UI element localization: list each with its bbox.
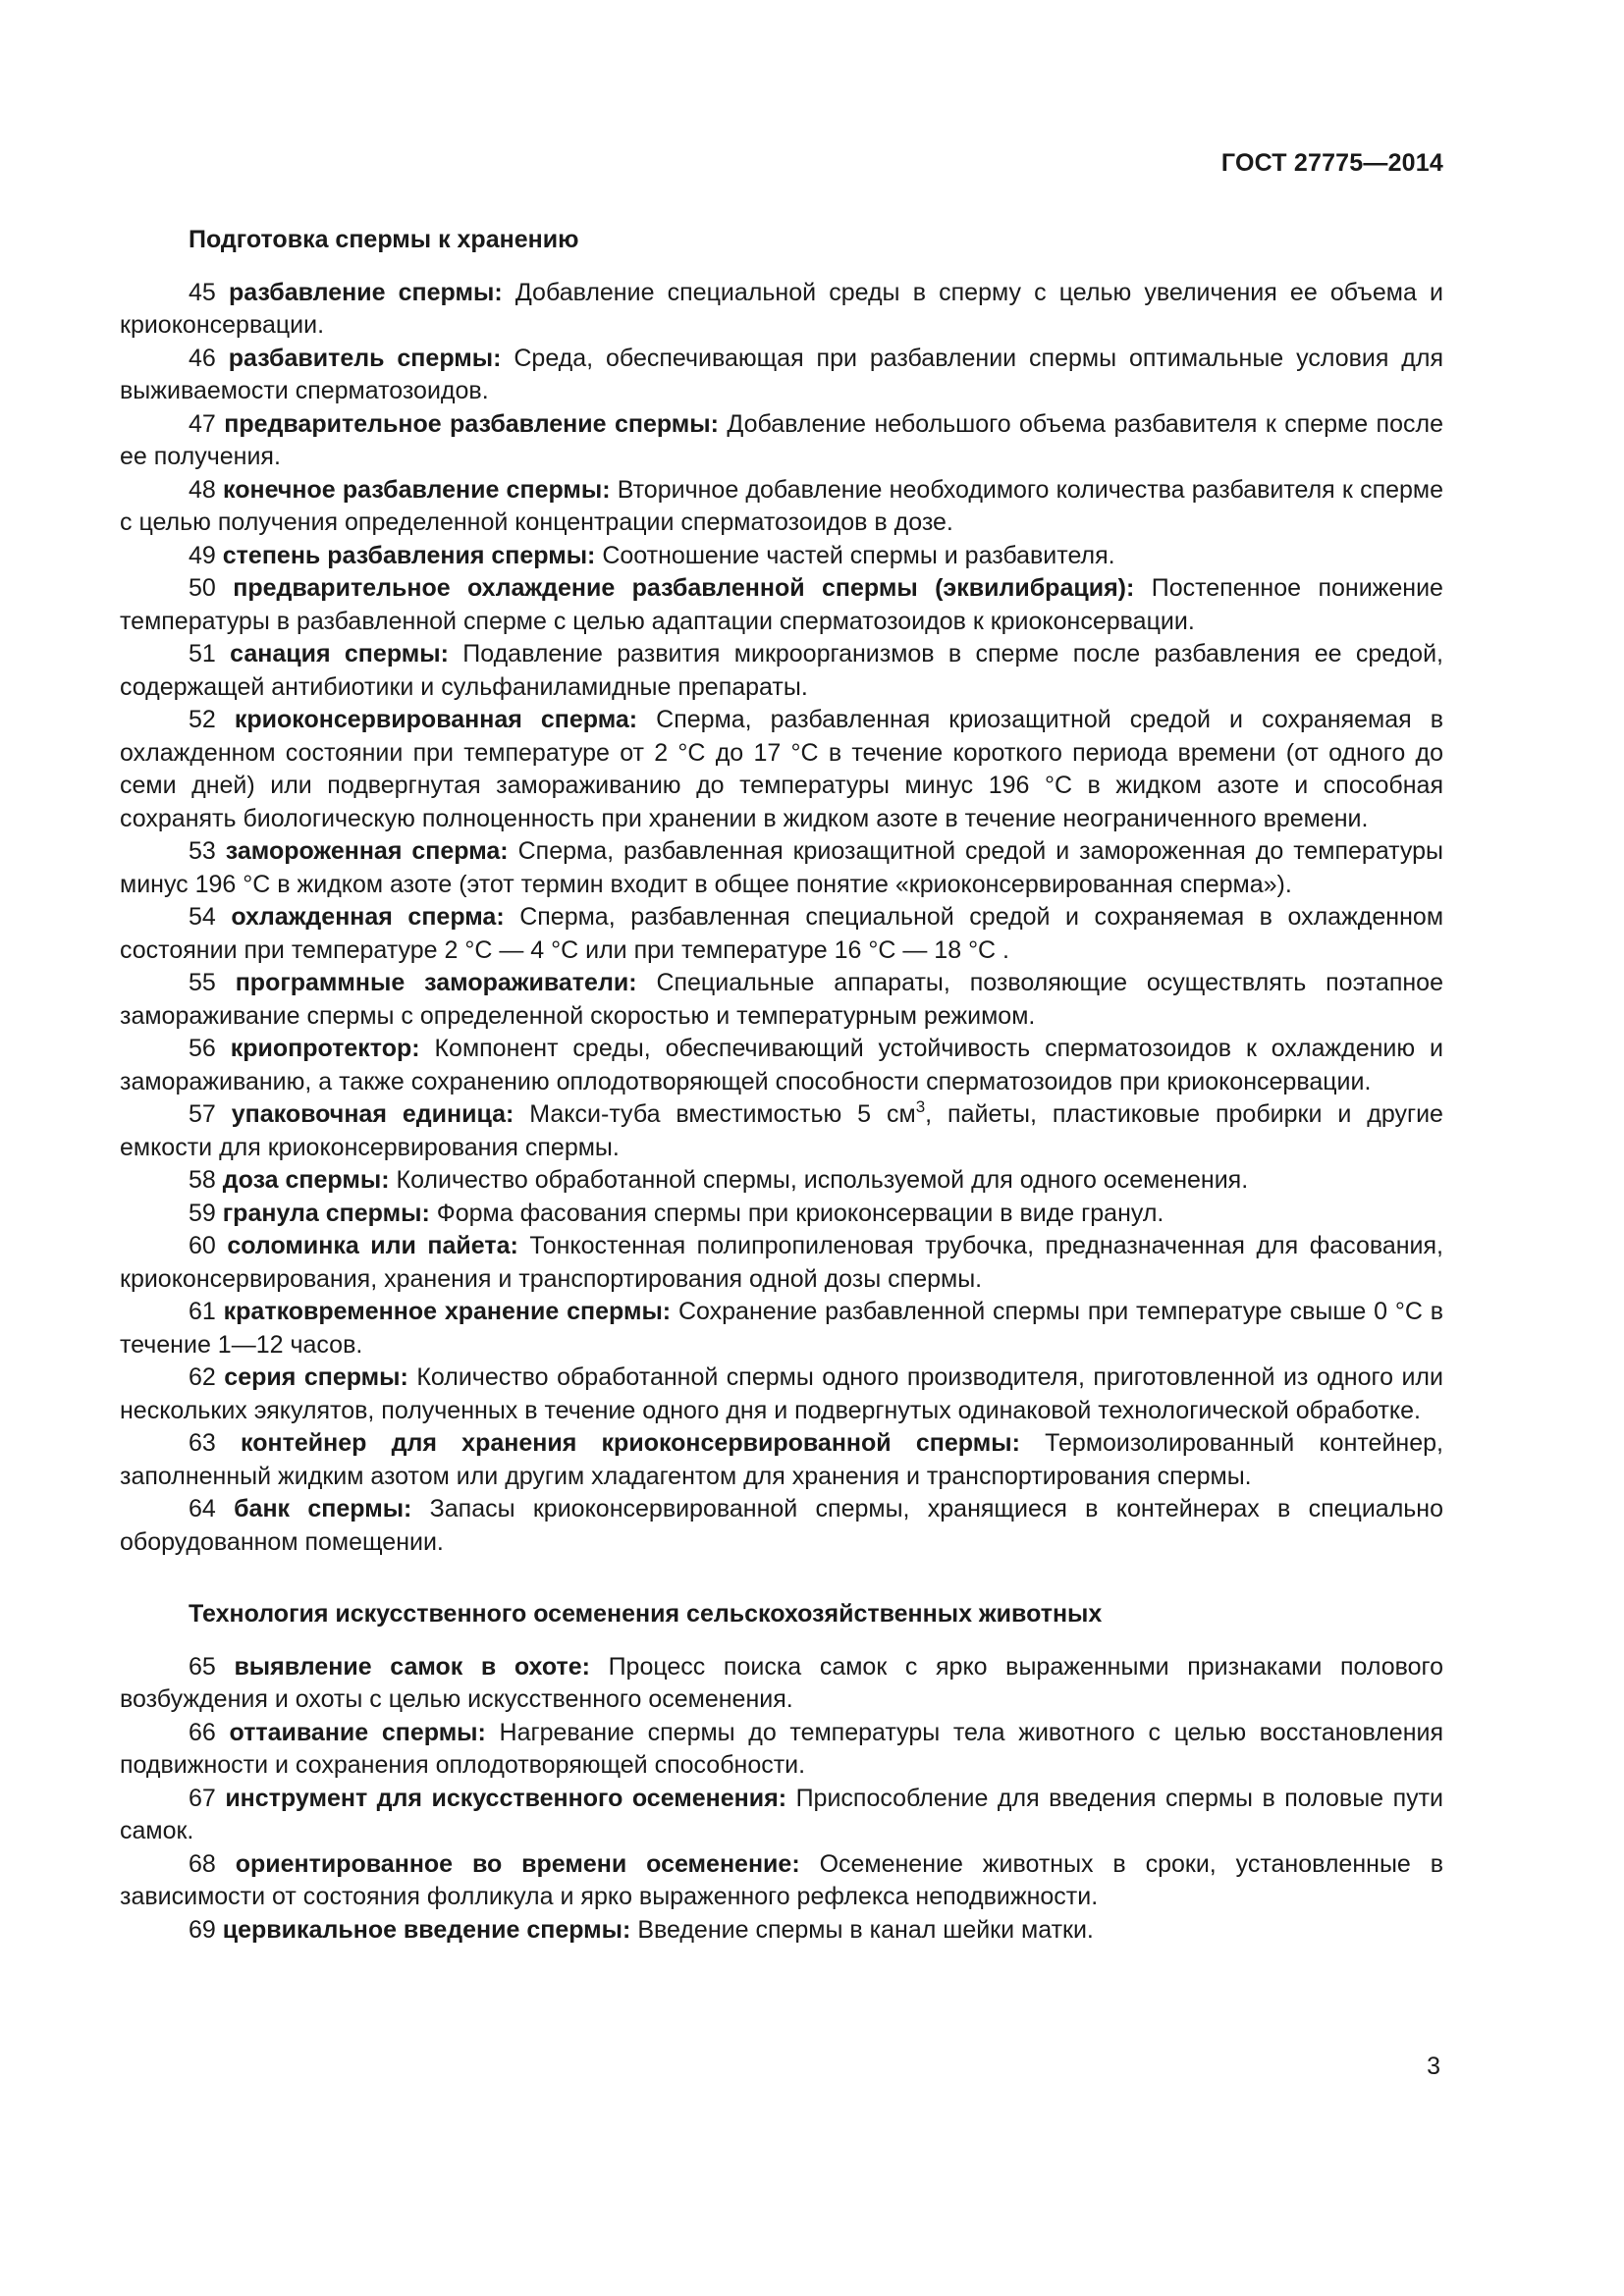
term-name: оттаивание спермы: [229, 1718, 486, 1746]
term-name: конечное разбавление спермы: [223, 475, 611, 504]
term-entry [120, 1164, 1443, 1198]
term-number: 49 [189, 541, 216, 569]
superscript: 3 [915, 1097, 926, 1116]
term-entry [120, 1198, 1443, 1231]
term-name: замороженная сперма: [225, 837, 509, 865]
section-title-insemination-technology: Технология искусственного осеменения сельскохозяйственных животных [189, 1600, 1103, 1628]
term-name: цервикальное введение спермы: [222, 1915, 631, 1944]
term-definition: Подавление развития микроорганизмов в сперме после разбавления ее средой, содержащей антибиотики и сульфаниламидные препараты. [120, 640, 1443, 701]
term-definition: Сохранение разбавленной спермы при температуре свыше 0 °С в течение 1—12 часов. [120, 1298, 1443, 1359]
term-definition: Вторичное добавление необходимого количества разбавителя к сперме с целью получения определенной концентрации сперматозоидов в дозе. [120, 475, 1444, 536]
term-name: программные замораживатели: [235, 969, 637, 996]
term-definition: Соотношение частей спермы и разбавителя. [602, 541, 1115, 569]
term-definition: Приспособление для введения спермы в половые пути самок. [120, 1784, 1444, 1844]
term-number: 69 [189, 1915, 216, 1944]
term-number: 46 [189, 344, 216, 372]
term-name: криопротектор: [230, 1035, 420, 1062]
term-name: банк спермы: [234, 1495, 412, 1522]
term-name: предварительное разбавление спермы: [224, 409, 719, 438]
term-definition: Постепенное понижение температуры в разбавленной сперме с целью адаптации сперматозоидов к криоконсервации. [120, 574, 1443, 635]
term-entry [120, 1651, 1443, 1717]
term-number: 60 [189, 1232, 216, 1259]
term-entry [120, 474, 1443, 540]
term-entry [120, 1296, 1443, 1362]
term-name: соломинка или пайета: [227, 1232, 518, 1259]
term-name: ориентированное во времени осеменение: [235, 1849, 800, 1878]
term-definition: Добавление небольшого объема разбавителя к сперме после ее получения. [120, 409, 1443, 470]
term-number: 48 [189, 475, 216, 504]
term-number: 59 [189, 1199, 216, 1227]
term-entry [120, 540, 1443, 573]
term-number: 57 [189, 1100, 216, 1128]
term-number: 52 [189, 706, 216, 733]
term-definition: Количество обработанной спермы одного производителя, приготовленной из одного или нескольких эякулятов, полученных в течение одного дня и подвергнутых одинаковой технологической обработке. [120, 1363, 1443, 1424]
term-definition-part: Макси-туба вместимостью 5 см [529, 1100, 916, 1128]
term-number: 45 [189, 278, 216, 306]
term-entry [120, 277, 1443, 343]
term-entry [120, 1230, 1443, 1296]
term-definition: Форма фасования спермы при криоконсервации в виде гранул. [436, 1199, 1164, 1227]
term-definition: Специальные аппараты, позволяющие осуществлять поэтапное замораживание спермы с определенной скоростью и температурным режимом. [120, 969, 1443, 1030]
term-entry [120, 835, 1443, 901]
term-name: степень разбавления спермы: [222, 541, 596, 569]
term-entry [120, 967, 1443, 1033]
term-entry [120, 343, 1443, 408]
section-title-storage-prep: Подготовка спермы к хранению [189, 226, 579, 253]
term-number: 58 [189, 1166, 216, 1194]
term-number: 61 [189, 1298, 216, 1325]
term-entry [120, 572, 1443, 638]
term-name: предварительное охлаждение разбавленной спермы (эквилибрация): [233, 574, 1135, 602]
term-number: 66 [189, 1718, 216, 1746]
term-number: 56 [189, 1035, 216, 1062]
term-definition-part: , пайеты, пластиковые пробирки и другие емкости для криоконсервирования спермы. [120, 1100, 1443, 1161]
term-number: 64 [189, 1495, 216, 1522]
term-name: криоконсервированная сперма: [234, 706, 638, 733]
term-entry [120, 1783, 1443, 1848]
term-entry [120, 1717, 1443, 1783]
term-number: 47 [189, 409, 216, 438]
term-entry [120, 1493, 1443, 1559]
term-definition: Количество обработанной спермы, используемой для одного осеменения. [396, 1166, 1249, 1194]
term-entry [120, 1848, 1443, 1914]
term-definition: Нагревание спермы до температуры тела животного с целью восстановления подвижности и сохранения оплодотворяющей способности. [120, 1718, 1444, 1779]
term-name: серия спермы: [224, 1363, 408, 1391]
term-definition: Введение спермы в канал шейки матки. [637, 1915, 1094, 1944]
term-number: 55 [189, 969, 216, 996]
document-code: ГОСТ 27775—2014 [1220, 149, 1443, 177]
term-entry [120, 1362, 1443, 1427]
term-definition: Запасы криоконсервированной спермы, хранящиеся в контейнерах в специально оборудованном помещении. [120, 1495, 1444, 1556]
term-definition: Компонент среды, обеспечивающий устойчивость сперматозоидов к охлаждению и замораживанию, а также сохранению оплодотворяющей способности сперматозоидов при криоконсервации. [120, 1035, 1443, 1095]
term-entry [120, 1033, 1443, 1098]
term-entry [120, 704, 1443, 835]
term-name: гранула спермы: [222, 1199, 430, 1227]
term-entry [120, 638, 1443, 704]
term-name: доза спермы: [222, 1166, 390, 1194]
term-number: 62 [189, 1363, 216, 1391]
term-entry [120, 408, 1443, 474]
term-entry [120, 1914, 1443, 1948]
term-name: упаковочная единица: [231, 1100, 514, 1128]
term-entry [120, 1427, 1443, 1493]
term-number: 68 [189, 1849, 216, 1878]
term-number: 53 [189, 837, 216, 865]
term-number: 65 [189, 1652, 216, 1681]
term-definition: Процесс поиска самок с ярко выраженными признаками полового возбуждения и охоты с целью искусственного осеменения. [120, 1652, 1443, 1713]
term-name: контейнер для хранения криоконсервированной спермы: [241, 1429, 1020, 1457]
term-number: 50 [189, 574, 216, 602]
term-definition: Добавление специальной среды в сперму с целью увеличения ее объема и криоконсервации. [120, 278, 1444, 339]
term-definition: Тонкостенная полипропиленовая трубочка, предназначенная для фасования, криоконсервирования, хранения и транспортирования одной дозы спермы. [120, 1232, 1444, 1293]
term-definition: Осеменение животных в сроки, установленные в зависимости от состояния фолликула и ярко выраженного рефлекса неподвижности. [120, 1849, 1443, 1910]
term-definition: Сперма, разбавленная криозащитной средой и замороженная до температуры минус 196 °С в жидком азоте (этот термин входит в общее понятие «криоконсервированная сперма»). [120, 837, 1443, 898]
term-number: 51 [189, 640, 216, 667]
term-number: 67 [189, 1784, 216, 1812]
term-entry [120, 901, 1443, 967]
term-definition: Термоизолированный контейнер, заполненный жидким азотом или другим хладагентом для хранения и транспортирования спермы. [120, 1429, 1443, 1490]
term-definition: Среда, обеспечивающая при разбавлении спермы оптимальные условия для выживаемости сперматозоидов. [120, 344, 1444, 404]
term-name: выявление самок в охоте: [234, 1652, 590, 1681]
term-entry [120, 1098, 1443, 1164]
term-name: кратковременное хранение спермы: [223, 1298, 672, 1325]
document-body [120, 224, 1443, 1947]
term-definition: Сперма, разбавленная специальной средой и сохраняемая в охлажденном состоянии при температуре 2 °С — 4 °С или при температуре 16 °С — 18 °С . [120, 903, 1444, 964]
page-number: 3 [1427, 2053, 1440, 2080]
term-name: инструмент для искусственного осеменения: [225, 1784, 787, 1812]
term-name: разбавление спермы: [228, 278, 503, 306]
term-number: 63 [189, 1429, 216, 1457]
term-name: санация спермы: [230, 640, 449, 667]
term-name: разбавитель спермы: [228, 344, 502, 372]
term-definition: Сперма, разбавленная криозащитной средой и сохраняемая в охлажденном состоянии при температуре от 2 °С до 17 °С в течение короткого периода времени (от одного до семи дней) или подвергнутая замораживанию до температуры минус 196 °С в жидком азоте и способная сохранять биологическую полноценность при хранении в жидком азоте в течение неограниченного времени. [120, 706, 1443, 832]
term-name: охлажденная сперма: [231, 903, 505, 931]
term-number: 54 [189, 903, 216, 931]
